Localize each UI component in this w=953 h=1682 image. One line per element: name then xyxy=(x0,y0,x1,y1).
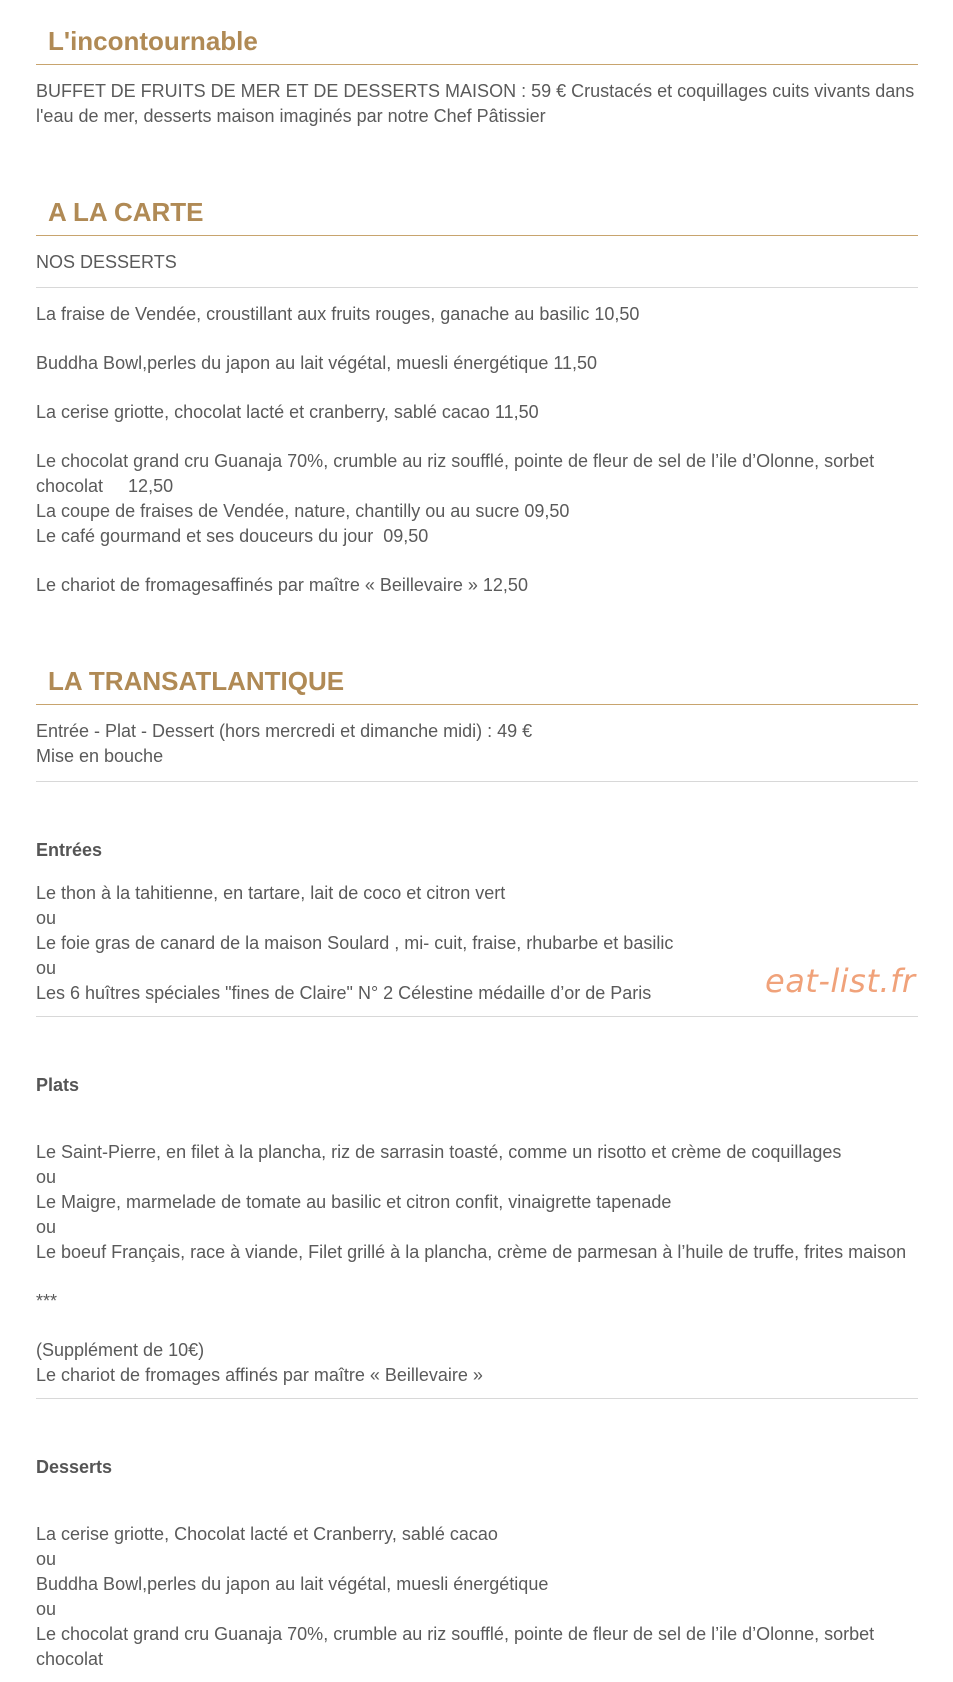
cheese-item: Le chariot de fromages affinés par maître « Beillevaire » xyxy=(36,1365,483,1385)
watermark-logo: eat-list.fr xyxy=(765,962,916,1000)
dessert-item: Le chocolat grand cru Guanaja 70%, crumble au riz soufflé, pointe de fleur de sel de l’ile d’Olonne, sorbet chocolat xyxy=(36,1624,875,1669)
or-separator: ou xyxy=(36,1549,57,1569)
entree-item: Les 6 huîtres spéciales "fines de Claire" N° 2 Célestine médaille d’or de Paris xyxy=(36,983,652,1003)
section-title-incontournable: L'incontournable xyxy=(36,20,918,65)
carte-item: Le chocolat grand cru Guanaja 70%, crumble au riz soufflé, pointe de fleur de sel de l’ile d’Olonne, sorbet chocolat 12,50 xyxy=(36,451,880,496)
entrees-heading: Entrées xyxy=(36,840,103,860)
or-separator: ou xyxy=(36,958,57,978)
section-title-transatlantique: LA TRANSATLANTIQUE xyxy=(36,660,918,705)
entree-item: Le thon à la tahitienne, en tartare, lait de coco et citron vert xyxy=(36,883,506,903)
section-carte xyxy=(36,191,918,610)
carte-item: Le café gourmand et ses douceurs du jour 09,50 xyxy=(36,526,429,546)
dessert-item: Buddha Bowl,perles du japon au lait végétal, muesli énergétique xyxy=(36,1574,549,1594)
carte-item: La coupe de fraises de Vendée, nature, chantilly ou au sucre 09,50 xyxy=(36,501,570,521)
carte-item: La cerise griotte, chocolat lacté et cranberry, sablé cacao 11,50 xyxy=(36,402,539,422)
plat-item: Le Saint-Pierre, en filet à la plancha, riz de sarrasin toasté, comme un risotto et crème de coquillages xyxy=(36,1142,842,1162)
section-transatlantique xyxy=(36,660,918,1682)
desserts-heading: Desserts xyxy=(36,1457,113,1477)
carte-subtitle: NOS DESSERTS xyxy=(36,252,177,272)
carte-item: Buddha Bowl,perles du japon au lait végétal, muesli énergétique 11,50 xyxy=(36,353,598,373)
transatlantique-formula: Entrée - Plat - Dessert (hors mercredi et dimanche midi) : 49 € xyxy=(36,721,533,741)
carte-item: Le chariot de fromagesaffinés par maître « Beillevaire » 12,50 xyxy=(36,575,528,595)
section-incontournable xyxy=(36,20,918,141)
buffet-description: BUFFET DE FRUITS DE MER ET DE DESSERTS MAISON : 59 € Crustacés et coquillages cuits vivants dans l'eau de mer, desserts maison imaginés par notre Chef Pâtissier xyxy=(36,81,915,126)
transatlantique-amuse: Mise en bouche xyxy=(36,746,164,766)
section-title-carte: A LA CARTE xyxy=(36,191,918,236)
or-separator: ou xyxy=(36,1599,57,1619)
dessert-item: La cerise griotte, Chocolat lacté et Cranberry, sablé cacao xyxy=(36,1524,498,1544)
supplement-note: (Supplément de 10€) xyxy=(36,1340,205,1360)
course-separator: *** xyxy=(36,1291,58,1311)
plat-item: Le Maigre, marmelade de tomate au basilic et citron confit, vinaigrette tapenade xyxy=(36,1192,672,1212)
or-separator: ou xyxy=(36,908,57,928)
or-separator: ou xyxy=(36,1217,57,1237)
plats-heading: Plats xyxy=(36,1075,80,1095)
entree-item: Le foie gras de canard de la maison Soulard , mi- cuit, fraise, rhubarbe et basilic xyxy=(36,933,674,953)
carte-item: La fraise de Vendée, croustillant aux fruits rouges, ganache au basilic 10,50 xyxy=(36,304,640,324)
menu-page xyxy=(36,20,918,1682)
plat-item: Le boeuf Français, race à viande, Filet grillé à la plancha, crème de parmesan à l’huile de truffe, frites maison xyxy=(36,1242,907,1262)
or-separator: ou xyxy=(36,1167,57,1187)
